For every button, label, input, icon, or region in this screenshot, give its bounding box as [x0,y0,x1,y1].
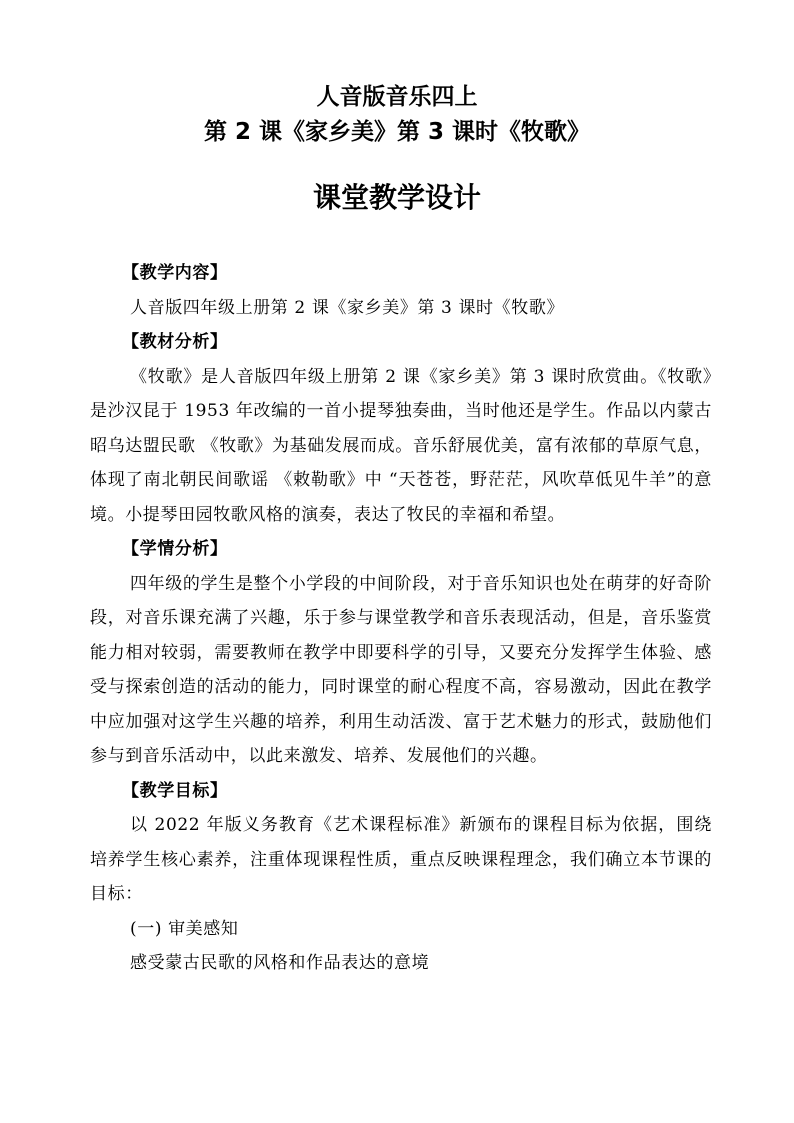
material-paragraph: 《牧歌》是人音版四年级上册第 2 课《家乡美》第 3 课时欣赏曲。《牧歌》是沙汉昆于 1953 年改编的一首小提琴独奏曲，当时他还是学生。作品以内蒙古昭乌达盟民歌 《牧歌》为基础发展而成。音乐舒展优美，富有浓郁的草原气息，体现了南北朝民间歌谣 《敕勒歌》中 “天苍苍，野茫茫，风吹草低见牛羊”的意境。小提琴田园牧歌风格的演奏，表达了牧民的幸福和希望。 [90,366,713,525]
goal-subtext-aesthetic: 感受蒙古民歌的风格和作品表达的意境 [130,953,430,973]
section-heading-content: 【教学内容】 [122,263,228,283]
document-body [90,256,712,981]
content-paragraph: 人音版四年级上册第 2 课《家乡美》第 3 课时《牧歌》 [130,297,565,318]
goal-subheading-aesthetic: (一) 审美感知 [130,918,239,939]
section-heading-material: 【教材分析】 [122,332,228,352]
section-heading-goal: 【教学目标】 [122,780,228,801]
main-title: 课堂教学设计 [312,181,481,214]
title-line-1: 人音版音乐四上 [316,84,478,110]
goal-paragraph: 以 2022 年版义务教育《艺术课程标准》新颁布的课程目标为依据，围绕培养学生核心素养，注重体现课程性质，重点反映课程理念，我们确立本节课的目标： [90,815,712,904]
section-heading-student: 【学情分析】 [122,539,228,559]
student-paragraph: 四年级的学生是整个小学段的中间阶段，对于音乐知识也处在萌芽的好奇阶段，对音乐课充满了兴趣，乐于参与课堂教学和音乐表现活动，但是，音乐鉴赏能力相对较弱，需要教师在教学中即要科学的引导，又要充分发挥学生体验、感受与探索创造的活动的能力，同时课堂的耐心程度不高，容易激动，因此在教学中应加强对这学生兴趣的培养，利用生动活泼、富于艺术魅力的形式，鼓励他们参与到音乐活动中，以此来激发、培养、发展他们的兴趣。 [90,573,712,766]
title-line-2: 第 2 课《家乡美》第 3 课时《牧歌》 [203,119,591,145]
